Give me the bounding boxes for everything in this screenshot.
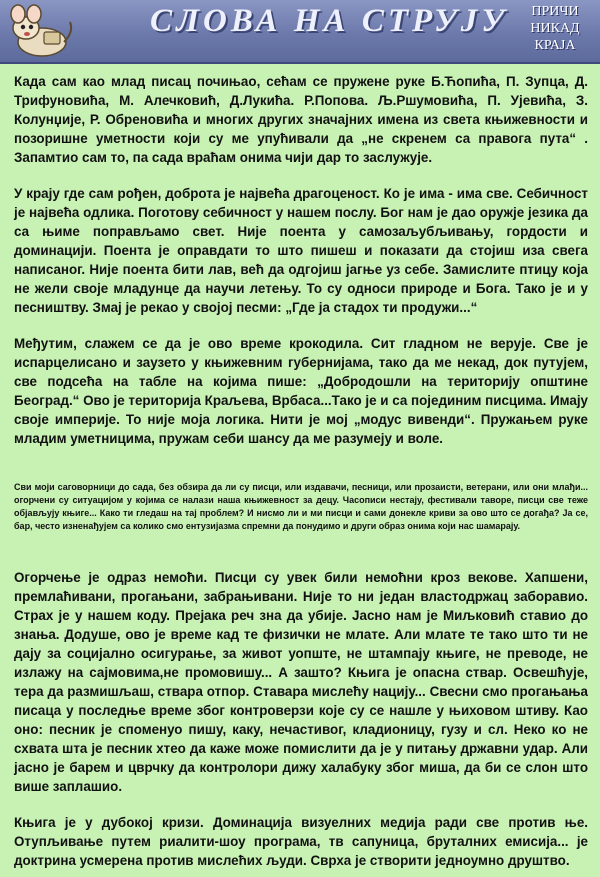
- cartoon-mouse-icon: [4, 2, 76, 60]
- series-badge: [518, 3, 592, 54]
- article-paragraph: Књига је у дубокој кризи. Доминација визуелних медија ради све против ње. Отупљивање путем риалити-шоу програма, тв сапуница, бруталних емисија... је доктрина усмерена против мислећих људи. Сврха је створити једноумно друштво.: [14, 815, 588, 868]
- badge-line: НИКАД: [530, 21, 580, 36]
- article-paragraph: Огорчење је одраз немоћи. Писци су увек били немоћни кроз векове. Хапшени, премлаћивани, прогањани, забрањивани. Није то ни један властодржац заборавио. Страх је у нашем коду. Прејака реч зна да убије. Јасно нам је Миљковић ставио до знања. Додуше, ово је време кад те физички не млате. Али млате те тако што ти не дају за социјално осигурање, за живот уопште, не штампају књиге, не преводе, не излажу на сајмовима,не промовишу... А зашто? Књига је опасна ствар. Освешћује, тера да размишљаш, ствара отпор. Ставара мислећу нацију... Свесни смо прогањања писаца у последње време због контроверзи које су се нашле у њиховом штиву. Као оно: песник је споменуо пишу, каку, нечастивог, кладионицу, гузу и сл. Неко ко не схвата шта је песник хтео да каже може помислити да је у питању државни удар. Али јасно је барем и цврчку да контролори дижу халабуку због миша, да би се слон што више заплашио.: [14, 570, 588, 794]
- article-paragraph: Када сам као млад писац почињао, сећам се пружене руке Б.Ћопића, П. Зупца, Д. Трифуновића, М. Алечковић, Д.Лукића. Р.Попова. Љ.Ршумовића, П. Ујевића, З. Колунџије, Р. Обреновића и многих других значајних имена из света књижевности и позоришне уметности који су ме упућивали да „не скренем са правога пута“ . Запамтио сам то, па сада враћам онима чији дар то заслужује.: [14, 74, 588, 165]
- article-body: [14, 72, 588, 870]
- badge-line: ПРИЧИ: [531, 4, 579, 19]
- interview-question: Сви моји саговорници до сада, без обзира да ли су писци, или издавачи, песници, или прозаисти, ветерани, или они млађи... огорчени су ситуацијом у којима се налази наша књижевност за децу. Часописи нестају, фестивали таворе, писци све теже објављују књиге... Како ти гледаш на тај проблем? И нисмо ли и ми писци и сами донекле криви за ово што се догађа? Ја се, бар, често изненађујем са колико смо ентузијазма спремни да понудимо и други образ онима који нас шамарају.: [14, 482, 588, 531]
- header-banner: [0, 0, 600, 64]
- article-paragraph: У крају где сам рођен, доброта је највећа драгоценост. Ко је има - има све. Себичност је највећа одлика. Поготову себичност у нашем послу. Бог нам је дао оружје језика да са њиме поправљамо свет. Није поента у самозаљубљивању, гордости и доминацији. Поента је оправдати то што пишеш и показати да стојиш иза свега написаног. Није поента бити лав, већ да одгојиш јагње уз себе. Замислите птицу која не жели своје младунце да научи летењу. То су односи природе и Бога. Тако је и у песништву. Змај је рекао у својој песми: „Где ја стадох ти продужи...“: [14, 186, 588, 315]
- article-paragraph: Међутим, слажем се да је ово време крокодила. Сит гладном не верује. Све је испарцелисано и заузето у књижевним губернијама, тако да ме некад, док путујем, све подсећа на табле на којима пише: „Добродошли на територију општине Београд.“ Ово је територија Краљева, Врбаса...Тако је и са појединим писцима. Имају своје империје. То није моја логика. Нити је мој „модус вивенди“. Пружањем руке младим уметницима, пружам себи шансу да ме разумеју и воле.: [14, 336, 588, 446]
- badge-line: КРАЈА: [534, 38, 576, 53]
- page-title: СЛОВА НА СТРУЈУ: [150, 3, 509, 39]
